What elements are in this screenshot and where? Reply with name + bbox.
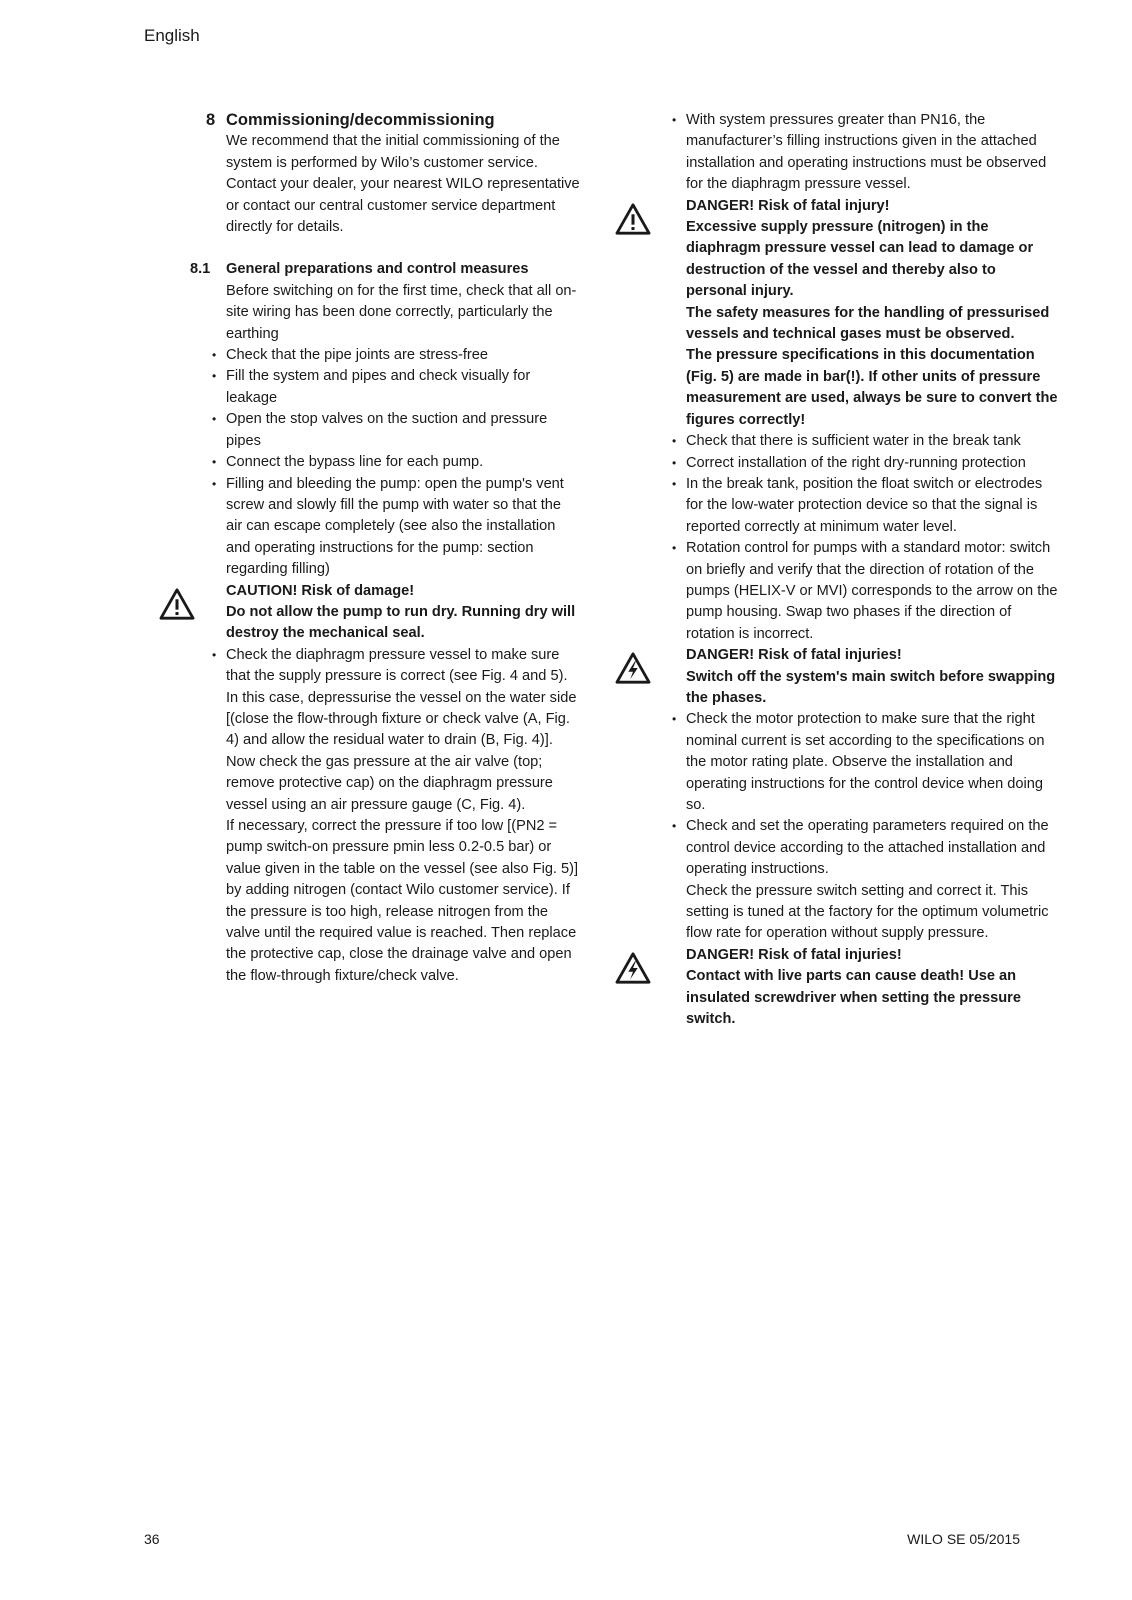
bullet-list bbox=[686, 110, 1058, 196]
section-8 bbox=[158, 110, 580, 238]
bullet-list bbox=[686, 709, 1058, 880]
list-item: • With system pressures greater than PN16, the manufacturer’s filling instructions given in the attached installation and operating instructions must be observed for the diaphragm pressure vessel. bbox=[686, 110, 1058, 196]
list-item: • Open the stop valves on the suction and pressure pipes bbox=[226, 409, 580, 452]
danger-title: DANGER! Risk of fatal injury! bbox=[686, 197, 890, 214]
list-item: • Fill the system and pipes and check visually for leakage bbox=[226, 366, 580, 409]
danger-notice-live-parts bbox=[628, 945, 1058, 1031]
list-item: • Check and set the operating parameters required on the control device according to the attached installation and operating instructions. bbox=[686, 816, 1058, 880]
bullet-list bbox=[686, 431, 1058, 645]
danger-text: Switch off the system's main switch before swapping the phases. bbox=[686, 668, 1056, 706]
section-title: Commissioning/decommissioning bbox=[226, 111, 495, 129]
checks-list bbox=[628, 431, 1058, 645]
pressure-switch-paragraph: Check the pressure switch setting and correct it. This setting is tuned at the factory for the optimum volumetric flow rate for operation without supply pressure. bbox=[686, 882, 1049, 942]
warning-triangle-icon bbox=[158, 587, 196, 621]
left-column bbox=[158, 110, 580, 987]
right-column bbox=[628, 110, 1058, 1030]
list-item: • Filling and bleeding the pump: open the pump's vent screw and slowly fill the pump with water so that the air can escape completely (see also the installation and operating instructions for the pump: section regarding filling) bbox=[226, 474, 580, 581]
high-voltage-icon bbox=[614, 651, 652, 685]
vessel-paragraph: Now check the gas pressure at the air valve (top; remove protective cap) on the diaphragm pressure vessel using an air pressure gauge (C, Fig. 4). bbox=[226, 753, 553, 813]
danger-text: Contact with live parts can cause death! Use an insulated screwdriver when setting the pressure switch. bbox=[686, 968, 1021, 1028]
pn16-note bbox=[628, 110, 1058, 196]
vessel-paragraph: If necessary, correct the pressure if too low [(PN2 = pump switch-on pressure pmin less 0.2-0.5 bar) or value given in the table on the vessel (see also Fig. 5)] by adding nitrogen (contact Wilo customer service). If the pressure is too high, release nitrogen from the valve until the required value is reached. Then replace the protective cap, close the drainage valve and open the flow-through fixture/check valve. bbox=[226, 818, 579, 984]
section-intro: We recommend that the initial commissioning of the system is performed by Wilo’s customer service. Contact your dealer, your nearest WILO representative or contact our central customer service department directly for details. bbox=[226, 133, 580, 236]
list-item: • In the break tank, position the float switch or electrodes for the low-water protection device so that the signal is reported correctly at minimum water level. bbox=[686, 474, 1058, 538]
subsection-number: 8.1 bbox=[190, 261, 211, 278]
high-voltage-icon bbox=[614, 951, 652, 985]
list-item: • Rotation control for pumps with a standard motor: switch on briefly and verify that the direction of rotation of the pumps (HELIX-V or MVI) corresponds to the arrow on the pump housing. Swap two phases if the direction of rotation is incorrect. bbox=[686, 538, 1058, 645]
list-item: • Check the motor protection to make sure that the right nominal current is set according to the specifications on the motor rating plate. Observe the installation and operating instructions for the control device when doing so. bbox=[686, 709, 1058, 816]
subsection-intro: Before switching on for the first time, check that all on-site wiring has been done correctly, particularly the earthing bbox=[226, 282, 577, 342]
list-item: • Check that the pipe joints are stress-free bbox=[226, 345, 580, 366]
section-number: 8 bbox=[206, 111, 216, 129]
bullet-list bbox=[226, 645, 580, 752]
section-8-1 bbox=[158, 259, 580, 580]
danger-notice-pressure bbox=[628, 196, 1058, 431]
warning-triangle-icon bbox=[614, 202, 652, 236]
subsection-title: General preparations and control measures bbox=[226, 261, 529, 278]
caution-title: CAUTION! Risk of damage! bbox=[226, 582, 415, 599]
bullet-list bbox=[226, 345, 580, 580]
settings-list bbox=[628, 709, 1058, 944]
danger-text: Excessive supply pressure (nitrogen) in the diaphragm pressure vessel can lead to damage or destruction of the vessel and thereby also to personal injury. bbox=[686, 219, 1034, 300]
danger-title: DANGER! Risk of fatal injuries! bbox=[686, 946, 902, 963]
danger-text: The safety measures for the handling of pressurised vessels and technical gases must be observed. bbox=[686, 304, 1050, 343]
caution-notice bbox=[158, 581, 580, 645]
danger-title: DANGER! Risk of fatal injuries! bbox=[686, 647, 902, 664]
caution-text: Do not allow the pump to run dry. Running dry will destroy the mechanical seal. bbox=[226, 603, 576, 642]
danger-notice-phases bbox=[628, 645, 1058, 709]
list-item: • Correct installation of the right dry-running protection bbox=[686, 453, 1058, 474]
danger-text: The pressure specifications in this documentation (Fig. 5) are made in bar(!). If other units of pressure measurement are used, always be sure to convert the figures correctly! bbox=[686, 347, 1058, 428]
language-label: English bbox=[144, 26, 200, 45]
list-item: • Check the diaphragm pressure vessel to make sure that the supply pressure is correct (see Fig. 4 and 5). In this case, depressurise the vessel on the water side [(close the flow-through fixture or check valve (A, Fig. 4) and allow the residual water to drain (B, Fig. 4)]. bbox=[226, 645, 580, 752]
list-item: • Check that there is sufficient water in the break tank bbox=[686, 431, 1058, 452]
page-number: 36 bbox=[144, 1531, 160, 1547]
list-item: • Connect the bypass line for each pump. bbox=[226, 452, 580, 473]
footer-brand: WILO SE 05/2015 bbox=[907, 1531, 1020, 1547]
vessel-check bbox=[158, 645, 580, 988]
